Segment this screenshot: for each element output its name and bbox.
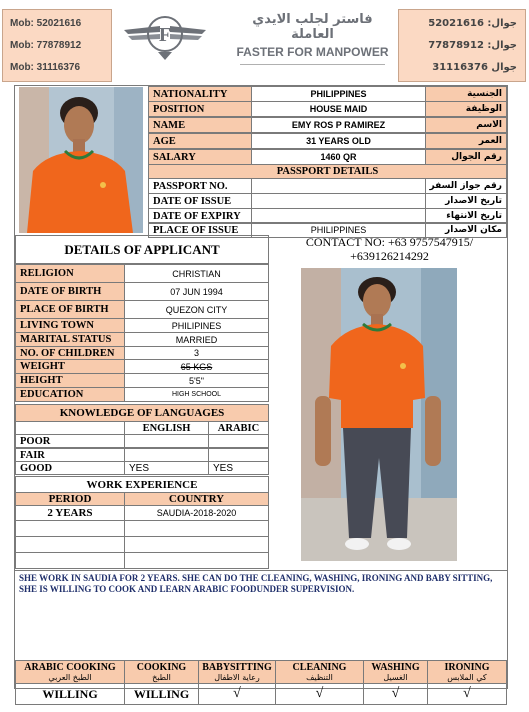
skill-value-text: √ bbox=[233, 686, 241, 701]
language-english bbox=[124, 448, 209, 462]
header-mobile-left bbox=[2, 9, 112, 82]
personal-arabic bbox=[425, 117, 507, 133]
personal-label bbox=[148, 117, 252, 133]
applicant-label bbox=[15, 387, 125, 402]
personal-arabic bbox=[425, 101, 507, 117]
languages-col-english-text: ENGLISH bbox=[142, 422, 191, 434]
applicant-label-text: MARITAL STATUS bbox=[20, 334, 112, 345]
personal-arabic bbox=[425, 149, 507, 165]
experience-country-text: SAUDIA-2018-2020 bbox=[156, 508, 237, 518]
experience-title bbox=[15, 476, 269, 493]
personal-arabic-text: الاسم bbox=[476, 120, 502, 130]
personal-value-text: PHILIPPINES bbox=[310, 89, 367, 99]
personal-arabic-text: الجنسية bbox=[467, 89, 502, 99]
languages-col-english bbox=[124, 421, 209, 435]
skill-header bbox=[198, 660, 276, 684]
applicant-value-text: MARRIED bbox=[175, 334, 218, 345]
applicant-value bbox=[124, 332, 269, 347]
experience-empty-row bbox=[124, 536, 269, 553]
personal-value bbox=[251, 133, 426, 149]
mobile-number: Mob: 52021616 bbox=[10, 18, 82, 29]
language-english-text: YES bbox=[129, 462, 150, 474]
mobile-number-arabic: 77878912 :جوال bbox=[428, 40, 517, 51]
applicant-label-text: LIVING TOWN bbox=[20, 320, 95, 331]
language-level-text: FAIR bbox=[20, 449, 45, 461]
personal-label bbox=[148, 86, 252, 102]
skill-name-arabic: الطبخ العربي bbox=[48, 672, 92, 682]
language-arabic bbox=[208, 461, 269, 475]
skill-value-text: WILLING bbox=[133, 686, 190, 701]
passport-title bbox=[148, 164, 507, 179]
passport-value-text: PHILIPPINES bbox=[310, 225, 367, 235]
applicant-label-text: RELIGION bbox=[20, 268, 74, 279]
skill-name-arabic: رعاية الاطفال bbox=[214, 672, 260, 682]
applicant-label-text: WEIGHT bbox=[20, 361, 65, 372]
language-level-text: GOOD bbox=[20, 462, 53, 474]
contact-number bbox=[271, 235, 508, 267]
skill-name: CLEANING bbox=[292, 661, 347, 673]
skill-name: BABYSITTING bbox=[202, 661, 272, 673]
applicant-photo-full bbox=[301, 268, 457, 561]
applicant-value-text: 3 bbox=[193, 348, 199, 358]
remarks-text: SHE WORK IN SAUDIA FOR 2 YEARS. SHE CAN DO THE CLEANING, WASHING, IRONING AND BABY SITTING, SHE IS WILLING TO COOK AND LEARN ARABIC FOODUNDER SUPERVISION. bbox=[19, 573, 493, 594]
applicant-label bbox=[15, 264, 125, 283]
experience-title-text: WORK EXPERIENCE bbox=[86, 478, 198, 491]
applicant-label bbox=[15, 300, 125, 319]
languages-title-text: KNOWLEDGE OF LANGUAGES bbox=[59, 407, 225, 419]
skill-value-text: √ bbox=[315, 686, 324, 701]
passport-arabic-text: تاريخ الاصدار bbox=[445, 196, 502, 206]
passport-arabic bbox=[425, 178, 507, 194]
language-english bbox=[124, 434, 209, 448]
skill-name: COOKING bbox=[136, 661, 187, 673]
skill-value-text: √ bbox=[391, 686, 400, 701]
skill-header bbox=[363, 660, 428, 684]
passport-title-text: PASSPORT DETAILS bbox=[276, 166, 379, 177]
skill-value bbox=[275, 683, 364, 705]
applicant-value bbox=[124, 359, 269, 374]
passport-label bbox=[148, 178, 252, 194]
language-arabic bbox=[208, 448, 269, 462]
experience-col-country-text: COUNTRY bbox=[168, 493, 225, 505]
applicant-label-text: EDUCATION bbox=[20, 389, 84, 400]
experience-col-country bbox=[124, 492, 269, 506]
personal-label bbox=[148, 133, 252, 149]
skill-name: IRONING bbox=[444, 661, 490, 673]
applicant-title bbox=[15, 235, 269, 264]
contact-line-2: +639126214292 bbox=[350, 249, 429, 263]
language-arabic bbox=[208, 434, 269, 448]
languages-col-arabic bbox=[208, 421, 269, 435]
skill-value bbox=[15, 683, 125, 705]
languages-col-blank bbox=[15, 421, 125, 435]
skill-header bbox=[427, 660, 507, 684]
agency-name-english: FASTER FOR MANPOWER bbox=[236, 45, 389, 59]
personal-arabic-text: الوظيفة bbox=[465, 104, 502, 114]
applicant-value bbox=[124, 264, 269, 283]
mobile-number-arabic: 52021616 :جوال bbox=[428, 18, 517, 29]
personal-label bbox=[148, 101, 252, 117]
experience-empty-row bbox=[124, 520, 269, 537]
mobile-number: Mob: 31116376 bbox=[10, 62, 81, 73]
skill-value bbox=[363, 683, 428, 705]
passport-value bbox=[251, 193, 426, 209]
experience-col-period bbox=[15, 492, 125, 506]
applicant-label bbox=[15, 373, 125, 388]
personal-value bbox=[251, 86, 426, 102]
personal-arabic-text: العمر bbox=[478, 136, 502, 146]
mobile-number: Mob: 77878912 bbox=[10, 40, 82, 51]
applicant-value-text: QUEZON CITY bbox=[165, 304, 228, 315]
applicant-value bbox=[124, 346, 269, 360]
personal-label-text: NAME bbox=[153, 119, 186, 131]
applicant-label bbox=[15, 332, 125, 347]
applicant-value-text: HIGH SCHOOL bbox=[171, 391, 221, 398]
language-english bbox=[124, 461, 209, 475]
applicant-value-text: 07 JUN 1994 bbox=[170, 286, 223, 297]
mobile-number-arabic: 31116376 جوال bbox=[432, 62, 517, 73]
language-level bbox=[15, 448, 125, 462]
language-arabic-text: YES bbox=[213, 462, 234, 474]
applicant-label bbox=[15, 318, 125, 333]
skill-value-text: WILLING bbox=[42, 686, 98, 701]
language-level bbox=[15, 461, 125, 475]
applicant-value-text: PHILIPINES bbox=[171, 320, 222, 331]
applicant-label-text: DATE OF BIRTH bbox=[20, 286, 102, 297]
personal-value-text: HOUSE MAID bbox=[309, 104, 368, 114]
personal-label-text: SALARY bbox=[153, 151, 196, 163]
experience-empty-row bbox=[15, 536, 125, 553]
applicant-value bbox=[124, 282, 269, 301]
skill-name: WASHING bbox=[371, 661, 420, 673]
applicant-label bbox=[15, 346, 125, 360]
applicant-value-text: 5'5" bbox=[189, 375, 204, 386]
svg-text:F: F bbox=[158, 24, 172, 46]
language-level bbox=[15, 434, 125, 448]
passport-label-text: PLACE OF ISSUE bbox=[153, 224, 239, 236]
personal-value-text: 1460 QR bbox=[320, 152, 357, 162]
contact-line-1: CONTACT NO: +63 9757547915/ bbox=[305, 235, 474, 249]
passport-label bbox=[148, 193, 252, 209]
personal-value bbox=[251, 149, 426, 165]
skill-name-arabic: الطبخ bbox=[152, 672, 171, 682]
skill-value bbox=[124, 683, 199, 705]
experience-empty-row bbox=[15, 520, 125, 537]
experience-period-text: 2 YEARS bbox=[47, 507, 93, 519]
language-level-text: POOR bbox=[20, 435, 51, 447]
applicant-label bbox=[15, 359, 125, 374]
skill-header bbox=[275, 660, 364, 684]
applicant-value bbox=[124, 300, 269, 319]
agency-name-arabic: فاستر لجلب الايدي العاملة bbox=[252, 12, 373, 42]
personal-value-text: 31 YEARS OLD bbox=[306, 136, 371, 146]
passport-arabic-text: تاريخ الانتهاء bbox=[446, 211, 502, 221]
applicant-value bbox=[124, 387, 269, 402]
skill-name: ARABIC COOKING bbox=[24, 661, 116, 673]
skill-header bbox=[15, 660, 125, 684]
languages-title bbox=[15, 404, 269, 422]
skill-name-arabic: الغسيل bbox=[383, 672, 408, 682]
applicant-value bbox=[124, 373, 269, 388]
personal-arabic-text: رقم الجوال bbox=[451, 152, 502, 162]
applicant-value bbox=[124, 318, 269, 333]
experience-empty-row bbox=[124, 552, 269, 569]
personal-label bbox=[148, 149, 252, 165]
skill-name-arabic: التنظيف bbox=[306, 672, 333, 682]
header-mobile-right bbox=[398, 9, 526, 82]
passport-arabic bbox=[425, 193, 507, 209]
personal-value bbox=[251, 117, 426, 133]
personal-arabic bbox=[425, 133, 507, 149]
passport-value bbox=[251, 178, 426, 194]
personal-arabic bbox=[425, 86, 507, 102]
passport-arabic-text: رقم جواز السفر bbox=[429, 181, 502, 191]
applicant-label-text: PLACE OF BIRTH bbox=[20, 304, 109, 315]
applicant-label-text: HEIGHT bbox=[20, 375, 63, 386]
languages-col-arabic-text: ARABIC bbox=[217, 422, 260, 434]
skill-value bbox=[427, 683, 507, 705]
applicant-title-text: DETAILS OF APPLICANT bbox=[64, 241, 220, 257]
skill-value bbox=[198, 683, 276, 705]
experience-period bbox=[15, 505, 125, 521]
skill-header bbox=[124, 660, 199, 684]
passport-label-text: DATE OF EXPIRY bbox=[153, 210, 241, 222]
personal-value bbox=[251, 101, 426, 117]
applicant-label-text: NO. OF CHILDREN bbox=[20, 347, 115, 359]
applicant-photo-small bbox=[19, 87, 143, 233]
agency-name bbox=[230, 12, 395, 57]
skill-name-arabic: كي الملابس bbox=[447, 672, 487, 682]
experience-country bbox=[124, 505, 269, 521]
applicant-value-text: 65 KGS bbox=[180, 361, 213, 372]
personal-value-text: EMY ROS P RAMIREZ bbox=[291, 120, 386, 130]
applicant-value-text: CHRISTIAN bbox=[172, 268, 221, 279]
passport-label-text: PASSPORT NO. bbox=[153, 180, 228, 192]
experience-col-period-text: PERIOD bbox=[48, 493, 92, 505]
skill-value-text: √ bbox=[463, 686, 471, 701]
remarks-box bbox=[15, 570, 507, 660]
experience-empty-row bbox=[15, 552, 125, 569]
passport-arabic-text: مكان الاصدار bbox=[445, 225, 502, 235]
personal-label-text: AGE bbox=[153, 135, 176, 147]
personal-label-text: POSITION bbox=[153, 103, 205, 115]
passport-label-text: DATE OF ISSUE bbox=[153, 195, 232, 207]
personal-label-text: NATIONALITY bbox=[153, 88, 228, 100]
applicant-label bbox=[15, 282, 125, 301]
agency-logo bbox=[120, 8, 210, 64]
